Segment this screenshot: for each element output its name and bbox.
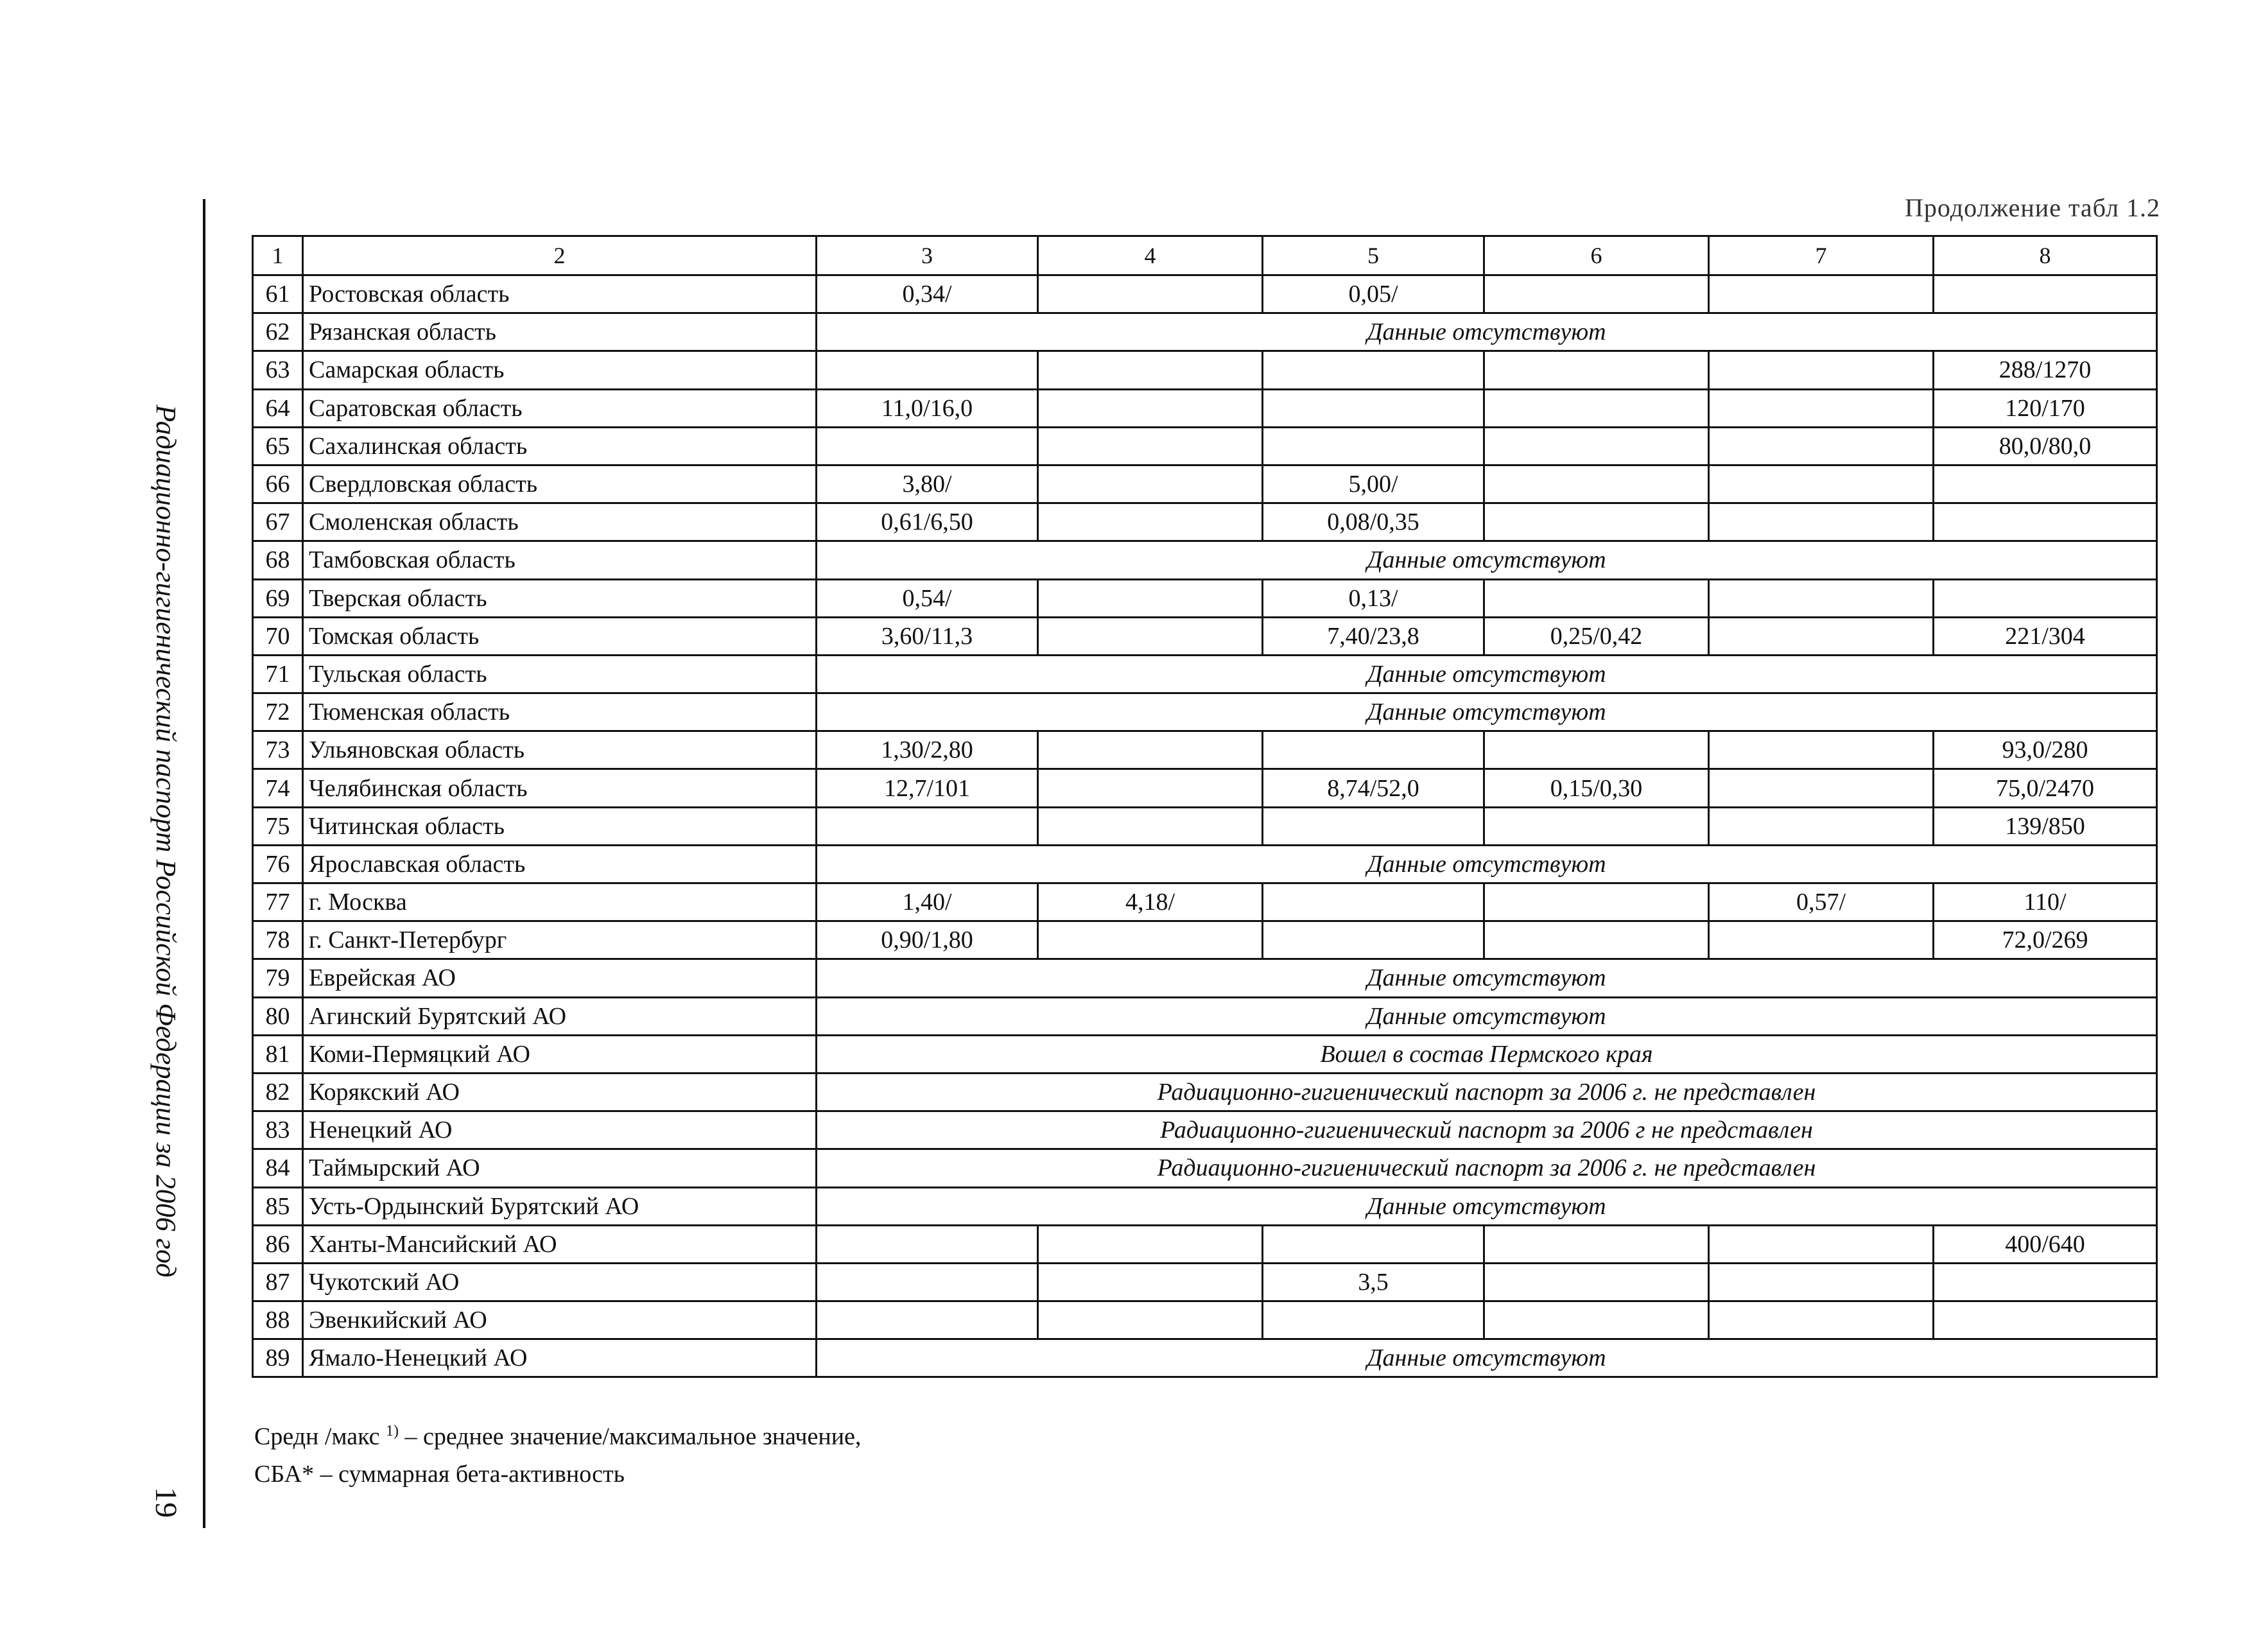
- column-number-4: 4: [1038, 236, 1263, 275]
- value-cell-3: [817, 427, 1038, 465]
- value-cell-7: [1709, 275, 1934, 313]
- row-number: 66: [253, 465, 303, 503]
- merged-note: Радиационно-гигиенический паспорт за 2006 г. не представлен: [817, 1149, 2157, 1187]
- value-cell-8: 139/850: [1934, 807, 2157, 845]
- table-row: [253, 579, 2157, 617]
- region-name: Корякский АО: [303, 1073, 817, 1111]
- region-name: Ярославская область: [303, 845, 817, 883]
- value-cell-8: 400/640: [1934, 1225, 2157, 1263]
- region-name: Сахалинская область: [303, 427, 817, 465]
- value-cell-8: 120/170: [1934, 389, 2157, 427]
- value-cell-3: 3,80/: [817, 465, 1038, 503]
- value-cell-7: [1709, 1301, 1934, 1339]
- row-number: 64: [253, 389, 303, 427]
- value-cell-7: [1709, 807, 1934, 845]
- table-row: [253, 1301, 2157, 1339]
- table-row: [253, 313, 2157, 351]
- region-name: Рязанская область: [303, 313, 817, 351]
- value-cell-5: 0,05/: [1263, 275, 1484, 313]
- region-name: Еврейская АО: [303, 959, 817, 997]
- region-name: Свердловская область: [303, 465, 817, 503]
- value-cell-8: [1934, 1263, 2157, 1301]
- row-number: 78: [253, 921, 303, 959]
- value-cell-7: [1709, 579, 1934, 617]
- region-name: Ульяновская область: [303, 731, 817, 769]
- left-margin-rule: [203, 199, 205, 1528]
- value-cell-8: 75,0/2470: [1934, 769, 2157, 807]
- merged-note: Данные отсутствуют: [817, 845, 2157, 883]
- continuation-label: Продолжение табл 1.2: [1905, 193, 2160, 222]
- table-row: [253, 693, 2157, 731]
- value-cell-3: 12,7/101: [817, 769, 1038, 807]
- row-number: 61: [253, 275, 303, 313]
- table-row: [253, 921, 2157, 959]
- value-cell-3: [817, 1263, 1038, 1301]
- value-cell-6: [1484, 427, 1709, 465]
- table-row: [253, 1339, 2157, 1377]
- value-cell-3: 0,34/: [817, 275, 1038, 313]
- column-number-7: 7: [1709, 236, 1934, 275]
- row-number: 74: [253, 769, 303, 807]
- region-name: г. Санкт-Петербург: [303, 921, 817, 959]
- side-title: Радиационно-гигиенический паспорт Российской Федерации за 2006 год: [150, 404, 182, 1278]
- value-cell-5: [1263, 883, 1484, 921]
- value-cell-6: [1484, 883, 1709, 921]
- table-row: [253, 845, 2157, 883]
- region-name: Тамбовская область: [303, 541, 817, 579]
- column-number-5: 5: [1263, 236, 1484, 275]
- merged-note: Радиационно-гигиенический паспорт за 2006 г. не представлен: [817, 1073, 2157, 1111]
- table-row: [253, 465, 2157, 503]
- value-cell-4: [1038, 503, 1263, 541]
- region-name: Томская область: [303, 617, 817, 655]
- table-row: [253, 1073, 2157, 1111]
- table-row: [253, 883, 2157, 921]
- value-cell-7: [1709, 769, 1934, 807]
- region-name: Агинский Бурятский АО: [303, 997, 817, 1035]
- value-cell-5: 5,00/: [1263, 465, 1484, 503]
- merged-note: Данные отсутствуют: [817, 313, 2157, 351]
- value-cell-6: [1484, 1301, 1709, 1339]
- value-cell-5: [1263, 1225, 1484, 1263]
- value-cell-5: [1263, 351, 1484, 389]
- table-row: [253, 427, 2157, 465]
- row-number: 70: [253, 617, 303, 655]
- value-cell-5: [1263, 921, 1484, 959]
- row-number: 87: [253, 1263, 303, 1301]
- value-cell-4: [1038, 769, 1263, 807]
- value-cell-4: [1038, 427, 1263, 465]
- table-row: [253, 1035, 2157, 1073]
- value-cell-6: [1484, 351, 1709, 389]
- table-row: [253, 1187, 2157, 1225]
- value-cell-5: [1263, 389, 1484, 427]
- value-cell-3: [817, 351, 1038, 389]
- table-row: [253, 997, 2157, 1035]
- data-table: [252, 235, 2158, 1378]
- value-cell-7: [1709, 921, 1934, 959]
- value-cell-6: [1484, 731, 1709, 769]
- value-cell-7: [1709, 427, 1934, 465]
- row-number: 80: [253, 997, 303, 1035]
- value-cell-4: [1038, 921, 1263, 959]
- row-number: 86: [253, 1225, 303, 1263]
- region-name: Ростовская область: [303, 275, 817, 313]
- value-cell-5: [1263, 1301, 1484, 1339]
- table-row: [253, 655, 2157, 693]
- value-cell-8: [1934, 579, 2157, 617]
- value-cell-3: 1,30/2,80: [817, 731, 1038, 769]
- row-number: 76: [253, 845, 303, 883]
- value-cell-6: [1484, 579, 1709, 617]
- value-cell-5: [1263, 427, 1484, 465]
- row-number: 85: [253, 1187, 303, 1225]
- column-number-2: 2: [303, 236, 817, 275]
- column-number-1: 1: [253, 236, 303, 275]
- table-row: [253, 1263, 2157, 1301]
- row-number: 81: [253, 1035, 303, 1073]
- value-cell-4: 4,18/: [1038, 883, 1263, 921]
- value-cell-6: 0,15/0,30: [1484, 769, 1709, 807]
- column-number-8: 8: [1934, 236, 2157, 275]
- row-number: 68: [253, 541, 303, 579]
- value-cell-7: [1709, 503, 1934, 541]
- merged-note: Данные отсутствуют: [817, 1187, 2157, 1225]
- value-cell-6: 0,25/0,42: [1484, 617, 1709, 655]
- page-number: 19: [149, 1487, 183, 1518]
- row-number: 73: [253, 731, 303, 769]
- value-cell-4: [1038, 351, 1263, 389]
- value-cell-4: [1038, 807, 1263, 845]
- region-name: Коми-Пермяцкий АО: [303, 1035, 817, 1073]
- value-cell-8: [1934, 275, 2157, 313]
- row-number: 75: [253, 807, 303, 845]
- table-row: [253, 1111, 2157, 1149]
- value-cell-4: [1038, 1301, 1263, 1339]
- value-cell-8: 110/: [1934, 883, 2157, 921]
- value-cell-8: 221/304: [1934, 617, 2157, 655]
- region-name: Смоленская область: [303, 503, 817, 541]
- value-cell-3: 0,90/1,80: [817, 921, 1038, 959]
- table-row: [253, 617, 2157, 655]
- table-row: [253, 807, 2157, 845]
- value-cell-8: 80,0/80,0: [1934, 427, 2157, 465]
- table-row: [253, 731, 2157, 769]
- value-cell-5: [1263, 807, 1484, 845]
- row-number: 67: [253, 503, 303, 541]
- row-number: 77: [253, 883, 303, 921]
- region-name: Таймырский АО: [303, 1149, 817, 1187]
- region-name: Усть-Ордынский Бурятский АО: [303, 1187, 817, 1225]
- region-name: Ямало-Ненецкий АО: [303, 1339, 817, 1377]
- row-number: 72: [253, 693, 303, 731]
- merged-note: Вошел в состав Пермского края: [817, 1035, 2157, 1073]
- table-row: [253, 389, 2157, 427]
- row-number: 89: [253, 1339, 303, 1377]
- merged-note: Данные отсутствуют: [817, 1339, 2157, 1377]
- region-name: Самарская область: [303, 351, 817, 389]
- merged-note: Данные отсутствуют: [817, 655, 2157, 693]
- merged-note: Данные отсутствуют: [817, 541, 2157, 579]
- value-cell-7: [1709, 731, 1934, 769]
- value-cell-3: [817, 1301, 1038, 1339]
- value-cell-3: 0,61/6,50: [817, 503, 1038, 541]
- value-cell-5: 8,74/52,0: [1263, 769, 1484, 807]
- row-number: 62: [253, 313, 303, 351]
- value-cell-7: [1709, 351, 1934, 389]
- value-cell-7: [1709, 1263, 1934, 1301]
- table-row: [253, 503, 2157, 541]
- value-cell-3: [817, 807, 1038, 845]
- region-name: Тюменская область: [303, 693, 817, 731]
- footnote-sba: СБА* – суммарная бета-активность: [254, 1460, 625, 1488]
- value-cell-8: 72,0/269: [1934, 921, 2157, 959]
- value-cell-5: 3,5: [1263, 1263, 1484, 1301]
- value-cell-6: [1484, 503, 1709, 541]
- region-name: Эвенкийский АО: [303, 1301, 817, 1339]
- value-cell-6: [1484, 1225, 1709, 1263]
- table-row: [253, 959, 2157, 997]
- value-cell-8: [1934, 1301, 2157, 1339]
- region-name: Ненецкий АО: [303, 1111, 817, 1149]
- value-cell-6: [1484, 921, 1709, 959]
- value-cell-6: [1484, 465, 1709, 503]
- table-row: [253, 351, 2157, 389]
- value-cell-8: [1934, 503, 2157, 541]
- row-number: 84: [253, 1149, 303, 1187]
- row-number: 65: [253, 427, 303, 465]
- region-name: Читинская область: [303, 807, 817, 845]
- region-name: Чукотский АО: [303, 1263, 817, 1301]
- value-cell-8: [1934, 465, 2157, 503]
- merged-note: Данные отсутствуют: [817, 997, 2157, 1035]
- value-cell-3: 11,0/16,0: [817, 389, 1038, 427]
- region-name: Саратовская область: [303, 389, 817, 427]
- value-cell-4: [1038, 275, 1263, 313]
- region-name: Тульская область: [303, 655, 817, 693]
- value-cell-4: [1038, 1263, 1263, 1301]
- row-number: 82: [253, 1073, 303, 1111]
- value-cell-7: [1709, 617, 1934, 655]
- region-name: г. Москва: [303, 883, 817, 921]
- row-number: 63: [253, 351, 303, 389]
- table-row: [253, 1225, 2157, 1263]
- value-cell-4: [1038, 617, 1263, 655]
- value-cell-7: [1709, 1225, 1934, 1263]
- merged-note: Радиационно-гигиенический паспорт за 2006 г не представлен: [817, 1111, 2157, 1149]
- value-cell-4: [1038, 579, 1263, 617]
- row-number: 88: [253, 1301, 303, 1339]
- value-cell-3: 3,60/11,3: [817, 617, 1038, 655]
- value-cell-3: 1,40/: [817, 883, 1038, 921]
- value-cell-4: [1038, 731, 1263, 769]
- value-cell-7: [1709, 389, 1934, 427]
- value-cell-3: 0,54/: [817, 579, 1038, 617]
- value-cell-5: 0,08/0,35: [1263, 503, 1484, 541]
- value-cell-7: [1709, 465, 1934, 503]
- column-number-6: 6: [1484, 236, 1709, 275]
- row-number: 71: [253, 655, 303, 693]
- table-row: [253, 275, 2157, 313]
- value-cell-6: [1484, 1263, 1709, 1301]
- merged-note: Данные отсутствуют: [817, 693, 2157, 731]
- merged-note: Данные отсутствуют: [817, 959, 2157, 997]
- value-cell-4: [1038, 389, 1263, 427]
- footnote-average-max: Средн /макс $^{1)}$ – среднее значение/максимальное значение,: [254, 1423, 862, 1450]
- footnotes: [254, 1413, 861, 1493]
- region-name: Ханты-Мансийский АО: [303, 1225, 817, 1263]
- value-cell-5: 7,40/23,8: [1263, 617, 1484, 655]
- region-name: Челябинская область: [303, 769, 817, 807]
- value-cell-8: 288/1270: [1934, 351, 2157, 389]
- value-cell-3: [817, 1225, 1038, 1263]
- value-cell-4: [1038, 465, 1263, 503]
- table-row: [253, 1149, 2157, 1187]
- column-number-row: [253, 236, 2157, 275]
- table-row: [253, 769, 2157, 807]
- region-name: Тверская область: [303, 579, 817, 617]
- table-row: [253, 541, 2157, 579]
- column-number-3: 3: [817, 236, 1038, 275]
- value-cell-4: [1038, 1225, 1263, 1263]
- row-number: 83: [253, 1111, 303, 1149]
- value-cell-6: [1484, 389, 1709, 427]
- value-cell-5: [1263, 731, 1484, 769]
- value-cell-6: [1484, 275, 1709, 313]
- row-number: 79: [253, 959, 303, 997]
- value-cell-6: [1484, 807, 1709, 845]
- value-cell-8: 93,0/280: [1934, 731, 2157, 769]
- value-cell-5: 0,13/: [1263, 579, 1484, 617]
- row-number: 69: [253, 579, 303, 617]
- value-cell-7: 0,57/: [1709, 883, 1934, 921]
